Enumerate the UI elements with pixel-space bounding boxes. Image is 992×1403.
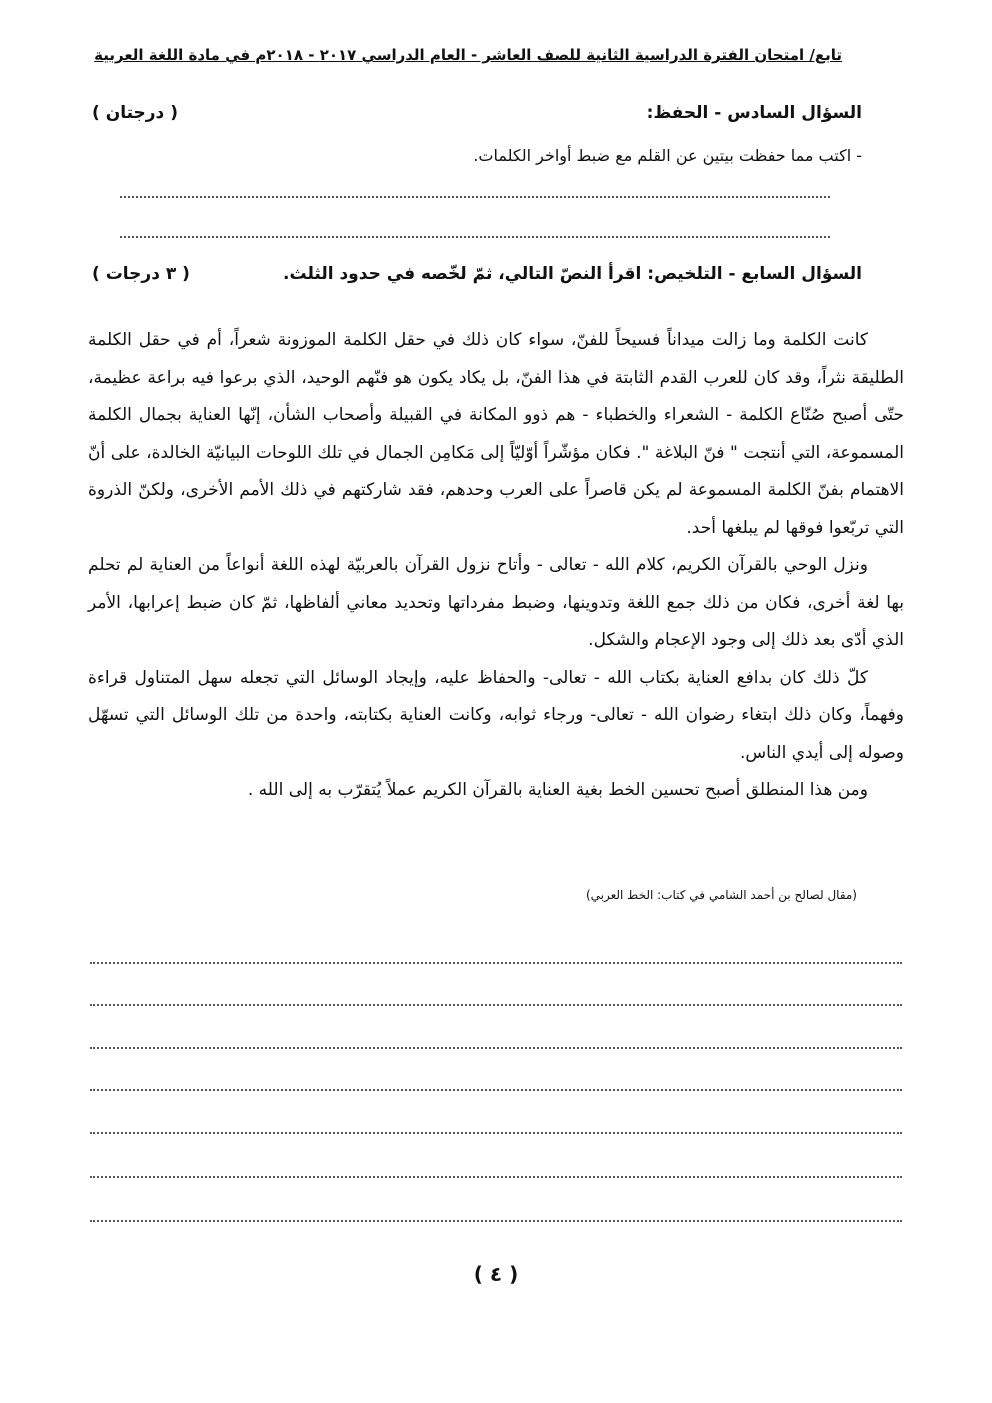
passage-citation: (مقال لصالح بن أحمد الشامي في كتاب: الخط العربي) — [585, 888, 857, 902]
reading-passage — [88, 322, 904, 810]
answer-line[interactable] — [120, 236, 830, 238]
passage-paragraph: كلّ ذلك كان بدافع العناية بكتاب الله - تعالى- والحفاظ عليه، وإيجاد الوسائل التي تجعله سهل المتناول قراءة وفهماً، وكان ذلك ابتغاء رضوان الله - تعالى- ورجاء ثوابه، وكانت العناية بكتابته، واحدة من تلك الوسائل التي تسهّل وصوله إلى أيدي الناس. — [88, 667, 904, 763]
summary-answer-line[interactable] — [90, 962, 902, 964]
passage-paragraph: كانت الكلمة وما زالت ميداناً فسيحاً للفنّ، سواء كان ذلك في حقل الكلمة الموزونة شعراً، أم في حقل الكلمة الطليقة نثراً، وقد كان للعرب القدم الثابتة في هذا الفنّ، بل يكاد يكون هو فنّهم الوحيد، الذي برعوا فيه براعة عظيمة، حتّى أصبح صُنّاع الكلمة - الشعراء والخطباء - هم ذوو المكانة في القبيلة وأصحاب الشأن، إنّها العناية بجمال الكلمة المسموعة، التي أنتجت " فنّ البلاغة ". فكان مؤشّراً أوّليّاً إلى مَكامِن الجمال في تلك اللوحات البيانيّة الخالدة، على أنّ الاهتمام بفنّ الكلمة المسموعة لم يكن قاصراً على العرب وحدهم، فقد شاركتهم في ذلك الأمم الأخرى، ولكنّ الذروة التي تربّعوا فوقها لم يبلغها أحد. — [88, 330, 904, 538]
question6-title: السؤال السادس - الحفظ: — [646, 103, 862, 123]
summary-answer-line[interactable] — [90, 1132, 902, 1134]
summary-answer-line[interactable] — [90, 1089, 902, 1091]
exam-header: تابع/ امتحان الفترة الدراسية الثانية للصف العاشر - العام الدراسي ٢٠١٧ - ٢٠١٨م في مادة اللغة العربية — [94, 46, 842, 64]
question6-instruction: - اكتب مما حفظت بيتين عن القلم مع ضبط أواخر الكلمات. — [473, 146, 862, 165]
passage-paragraph: ونزل الوحي بالقرآن الكريم، كلام الله - تعالى - وأتاح نزول القرآن بالعربيّة لهذه اللغة أنواعاً من العناية لم تحلم بها لغة أخرى، فكان من ذلك جمع اللغة وتدوينها، وضبط مفرداتها وتحديد معاني ألفاظها، ثمّ كان ضبط إعرابها، الأمر الذي أدّى بعد ذلك إلى وجود الإعجام والشكل. — [88, 555, 904, 650]
passage-paragraph: ومن هذا المنطلق أصبح تحسين الخط بغية العناية بالقرآن الكريم عملاً يُتقرّب به إلى الله . — [247, 780, 868, 800]
question7-title: السؤال السابع - التلخيص: اقرأ النصّ التالي، ثمّ لخّصه في حدود الثلث. — [283, 264, 862, 284]
question6-heading — [92, 103, 862, 123]
summary-answer-line[interactable] — [90, 1047, 902, 1049]
summary-answer-line[interactable] — [90, 1004, 902, 1006]
question7-marks: ( ٣ درجات ) — [92, 264, 190, 284]
question7-heading — [92, 264, 862, 284]
page-number: ( ٤ ) — [473, 1262, 519, 1286]
summary-answer-line[interactable] — [90, 1220, 902, 1222]
answer-line[interactable] — [120, 196, 830, 198]
question6-marks: ( درجتان ) — [92, 103, 178, 123]
summary-answer-line[interactable] — [90, 1176, 902, 1178]
